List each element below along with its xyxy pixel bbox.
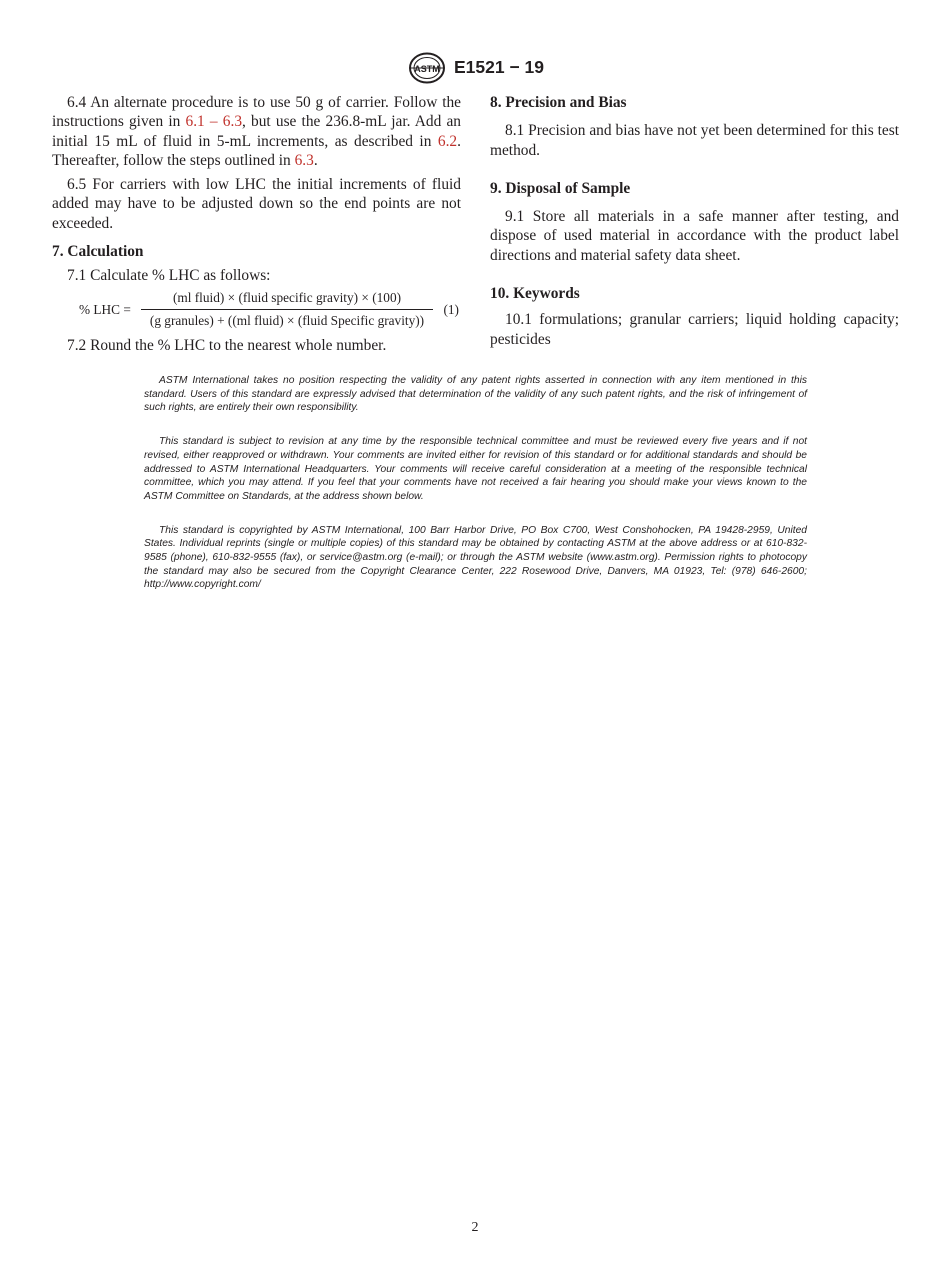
equation-fraction xyxy=(141,290,433,329)
left-column xyxy=(52,93,461,355)
section-7-heading: 7. Calculation xyxy=(52,243,144,261)
equation-numerator: (ml fluid) × (fluid specific gravity) × (100) xyxy=(172,289,402,305)
standard-designation: E1521 − 19 xyxy=(454,57,545,77)
link-6-3[interactable]: 6.3 xyxy=(294,151,314,169)
paragraph-10-1: 10.1 formulations; granular carriers; liquid holding capacity; pesticides xyxy=(490,311,899,348)
notice-revision: This standard is subject to revision at any time by the responsible technical committee and must be reviewed every five years and if not revised, either reapproved or withdrawn. Your comments are invited either for revision of this standard or for additional standards and should be addressed to ASTM International Headquarters. Your comments will receive careful consideration at a meeting of the responsible technical committee, which you may attend. If you feel that your comments have not received a fair hearing you should make your views known to the ASTM Committee on Standards, at the address shown below. xyxy=(144,436,807,502)
astm-logo-icon xyxy=(408,52,446,84)
notice-copyright: This standard is copyrighted by ASTM International, 100 Barr Harbor Drive, PO Box C700, West Conshohocken, PA 19428-2959, United States. Individual reprints (single or multiple copies) of this standard may be obtained by contacting ASTM at the above address or at 610-832-9585 (phone), 610-832-9555 (fax), or service@astm.org (e-mail); or through the ASTM website (www.astm.org). Permission rights to photocopy the standard may also be secured from the Copyright Clearance Center, 222 Rosewood Drive, Danvers, MA 01923, Tel: (978) 646-2600; http://www.copyright.com/ xyxy=(144,524,807,591)
section-8-heading: 8. Precision and Bias xyxy=(490,94,627,111)
equation-number: (1) xyxy=(443,301,459,317)
notice-patent: ASTM International takes no position respecting the validity of any patent rights asserted in connection with any item mentioned in this standard. Users of this standard are expressly advised that determination of the validity of any such patent rights, and the risk of infringement of such rights, are entirely their own responsibility. xyxy=(144,375,807,414)
page-header xyxy=(0,52,950,86)
link-6-2[interactable]: 6.2 xyxy=(437,132,458,150)
link-6-1-6-3[interactable]: 6.1 – 6.3 xyxy=(185,113,243,131)
paragraph-6-4-text-b: , but use the 236.8-mL jar. Add an initial 15 mL of fluid in 5-mL increments, as described in xyxy=(52,113,462,150)
equation-lhs: % LHC = xyxy=(79,301,131,317)
paragraph-9-1: 9.1 Store all materials in a safe manner after testing, and dispose of used material in accordance with the product label directions and material safety data sheet. xyxy=(490,208,899,264)
paragraph-6-4-text-a: 6.4 An alternate procedure is to use 50 g of carrier. Follow the instructions given in xyxy=(52,94,461,131)
right-column xyxy=(490,93,899,349)
paragraph-6-4-text-d: . xyxy=(313,151,318,169)
paragraph-7-1: 7.1 Calculate % LHC as follows: xyxy=(67,267,271,285)
page-number: 2 xyxy=(471,1220,479,1235)
section-9-heading: 9. Disposal of Sample xyxy=(490,179,631,197)
equation-denominator: (g granules) + ((ml fluid) × (fluid Specific gravity)) xyxy=(149,312,425,328)
paragraph-8-1: 8.1 Precision and bias have not yet been determined for this test method. xyxy=(490,122,899,159)
astm-notices xyxy=(144,374,807,612)
paragraph-6-4-text-c: . Thereafter, follow the steps outlined in xyxy=(52,132,461,169)
logo-text: ASTM xyxy=(414,64,440,74)
section-10-heading: 10. Keywords xyxy=(490,285,580,303)
paragraph-6-5: 6.5 For carriers with low LHC the initial increments of fluid added may have to be adjusted down so the end points are not exceeded. xyxy=(52,176,461,232)
paragraph-7-2: 7.2 Round the % LHC to the nearest whole number. xyxy=(67,336,387,354)
paragraph-6-4 xyxy=(52,93,461,170)
equation-1 xyxy=(52,290,461,334)
